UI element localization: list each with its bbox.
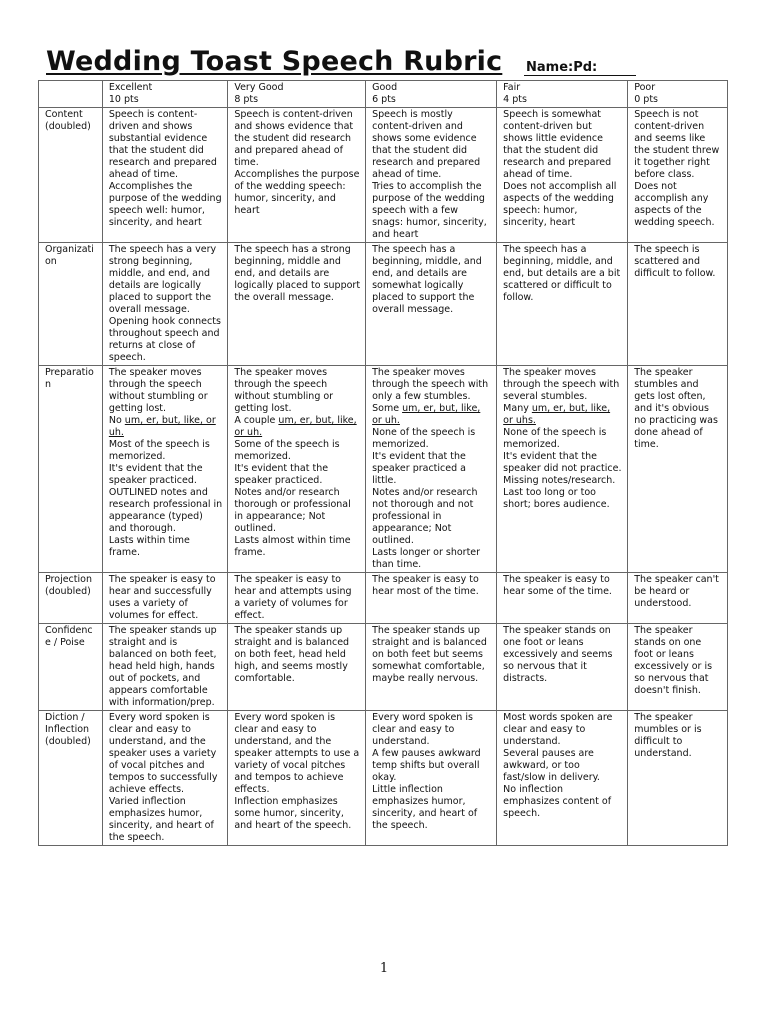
underlined-text: um, er, but, like, or uhs.	[503, 403, 611, 426]
rubric-cell-poor	[628, 573, 728, 624]
descriptor-text: Notes and/or research not thorough and not professional in appearance; Not outlined.	[372, 487, 478, 546]
descriptor-text: It's evident that the speaker did not practice.	[503, 451, 622, 474]
rubric-cell-fair	[497, 108, 628, 243]
rubric-cell-very-good	[228, 624, 366, 711]
descriptor-text: The speaker stands up straight and is balanced on both feet, head held high, hands out of pockets, and appears comfortable with information/prep.	[108, 625, 217, 708]
descriptor-text: Every word spoken is clear and easy to understand, and the speaker attempts to use a variety of vocal pitches and tempos to achieve effects.	[234, 712, 360, 795]
descriptor-text: The speaker is easy to hear and successfully uses a variety of volumes for effect.	[108, 574, 216, 621]
descriptor-text: The speaker is easy to hear and attempts using a variety of volumes for effect.	[234, 574, 352, 621]
descriptor-text: The speaker moves through the speech with only a few stumbles.	[372, 367, 489, 402]
criterion-label: Projection	[45, 574, 92, 585]
descriptor-text: Inflection emphasizes some humor, sincerity, and heart of the speech.	[234, 796, 352, 831]
criterion-cell	[39, 243, 103, 366]
rubric-cell-very-good	[228, 243, 366, 366]
descriptor-text: The speaker moves through the speech without stumbling or getting lost.	[234, 367, 334, 414]
descriptor-text: No um, er, but, like, or uh.	[108, 415, 216, 438]
descriptor-text: The speaker is easy to hear some of the time.	[503, 574, 612, 597]
descriptor-text: A couple um, er, but, like, or uh.	[234, 415, 357, 438]
rubric-cell-poor	[628, 624, 728, 711]
document-header	[46, 46, 634, 76]
descriptor-text: Most words spoken are clear and easy to understand.	[503, 712, 613, 747]
criterion-label: Preparatio	[45, 367, 94, 378]
descriptor-text: None of the speech is memorized.	[372, 427, 476, 450]
criterion-cell	[39, 711, 103, 846]
header-cell-good	[366, 81, 497, 108]
criterion-label: Inflection	[45, 724, 90, 735]
descriptor-text: The speaker can't be heard or understood.	[634, 574, 719, 609]
rubric-row	[39, 624, 728, 711]
level-points: 4 pts	[503, 94, 527, 105]
rubric-cell-good	[366, 108, 497, 243]
descriptor-text: The speaker stands on one foot or leans excessively or is so nervous that doesn't finish.	[634, 625, 713, 696]
rubric-cell-good	[366, 711, 497, 846]
rubric-cell-good	[366, 243, 497, 366]
level-label: Fair	[503, 82, 521, 93]
rubric-cell-excellent	[102, 243, 227, 366]
criterion-label: Content	[45, 109, 83, 120]
rubric-cell-fair	[497, 366, 628, 573]
rubric-cell-fair	[497, 711, 628, 846]
descriptor-text: Accomplishes the purpose of the wedding speech well: humor, sincerity, and heart	[108, 181, 222, 228]
level-label: Excellent	[108, 82, 153, 93]
rubric-cell-excellent	[102, 573, 227, 624]
descriptor-text: None of the speech is memorized.	[503, 427, 607, 450]
descriptor-text: The speech has a very strong beginning, middle, and end, and details are logically placed to support the overall message. Opening hook connects throughout speech and returns at close of speech.	[108, 244, 221, 363]
rubric-cell-poor	[628, 366, 728, 573]
descriptor-text: The speech has a strong beginning, middle and end, and details are logically placed to support the overall message.	[234, 244, 361, 303]
level-points: 10 pts	[108, 94, 139, 105]
underlined-text: um, er, but, like, or uh.	[372, 403, 481, 426]
rubric-cell-poor	[628, 108, 728, 243]
descriptor-text: The speaker moves through the speech without stumbling or getting lost.	[108, 367, 208, 414]
rubric-row	[39, 366, 728, 573]
rubric-cell-excellent	[102, 624, 227, 711]
descriptor-text: The speaker stands up straight and is balanced on both feet, head held high, and seems mostly comfortable.	[234, 625, 350, 684]
criterion-label: (doubled)	[45, 586, 91, 597]
descriptor-text: The speaker is easy to hear most of the time.	[372, 574, 479, 597]
descriptor-text: Most of the speech is memorized.	[108, 439, 210, 462]
descriptor-text: No inflection emphasizes content of speech.	[503, 784, 612, 819]
descriptor-text: The speaker stands on one foot or leans excessively and seems so nervous that it distracts.	[503, 625, 613, 684]
rubric-cell-poor	[628, 243, 728, 366]
descriptor-text: Speech is content-driven and shows evidence that the student did research and prepared ahead of time.	[234, 109, 354, 168]
descriptor-text: It's evident that the speaker practiced.	[108, 463, 203, 486]
level-points: 0 pts	[634, 94, 659, 105]
header-cell-poor	[628, 81, 728, 108]
descriptor-text: Tries to accomplish the purpose of the wedding speech with a few snags: humor, sincerity, and heart	[372, 181, 487, 240]
rubric-cell-poor	[628, 711, 728, 846]
descriptor-text: OUTLINED notes and research professional in appearance (typed) and thorough.	[108, 487, 223, 534]
descriptor-text: Accomplishes the purpose of the wedding speech: humor, sincerity, and heart	[234, 169, 360, 216]
descriptor-text: Speech is somewhat content-driven but shows little evidence that the student did research and prepared ahead of time.	[503, 109, 612, 180]
level-points: 8 pts	[234, 94, 259, 105]
rubric-cell-very-good	[228, 108, 366, 243]
criterion-label: n	[45, 379, 52, 390]
descriptor-text: Every word spoken is clear and easy to understand.	[372, 712, 473, 747]
descriptor-text: Last too long or too short; bores audience.	[503, 487, 610, 510]
descriptor-text: The speaker mumbles or is difficult to understand.	[634, 712, 702, 759]
rubric-cell-good	[366, 366, 497, 573]
level-points: 6 pts	[372, 94, 396, 105]
descriptor-text: The speaker moves through the speech with several stumbles.	[503, 367, 620, 402]
descriptor-text: Every word spoken is clear and easy to understand, and the speaker uses a variety of vocal pitches and tempos to successfully achieve effects.	[108, 712, 218, 795]
descriptor-text: The speech is scattered and difficult to follow.	[634, 244, 716, 279]
level-label: Good	[372, 82, 398, 93]
descriptor-text: It's evident that the speaker practiced a little.	[372, 451, 466, 486]
descriptor-text: The speech has a beginning, middle, and end, and details are somewhat logically placed to support the overall message.	[372, 244, 482, 315]
descriptor-text: Varied inflection emphasizes humor, sincerity, and heart of the speech.	[108, 796, 214, 843]
descriptor-text: Some of the speech is memorized.	[234, 439, 340, 462]
page-number: 1	[379, 961, 389, 976]
descriptor-text: Some um, er, but, like, or uh.	[372, 403, 481, 426]
rubric-row	[39, 243, 728, 366]
header-cell-empty	[39, 81, 103, 108]
criterion-label: e / Poise	[45, 637, 85, 648]
rubric-cell-very-good	[228, 711, 366, 846]
criterion-label: on	[45, 256, 57, 267]
criterion-label: Confidenc	[45, 625, 93, 636]
name-period-field[interactable]: Name:Pd:	[524, 60, 636, 76]
rubric-cell-very-good	[228, 573, 366, 624]
rubric-header-row	[39, 81, 728, 108]
descriptor-text: Lasts almost within time frame.	[234, 535, 351, 558]
rubric-cell-fair	[497, 573, 628, 624]
descriptor-text: A few pauses awkward temp shifts but overall okay.	[372, 748, 481, 783]
descriptor-text: It's evident that the speaker practiced.	[234, 463, 329, 486]
rubric-body	[39, 108, 728, 846]
descriptor-text: Lasts within time frame.	[108, 535, 190, 558]
rubric-cell-fair	[497, 624, 628, 711]
criterion-label: (doubled)	[45, 121, 91, 132]
rubric-cell-fair	[497, 243, 628, 366]
descriptor-text: Speech is not content-driven and seems like the student threw it together right before class.	[634, 109, 720, 180]
rubric-cell-good	[366, 624, 497, 711]
criterion-label: (doubled)	[45, 736, 91, 747]
descriptor-text: Lasts longer or shorter than time.	[372, 547, 481, 570]
criterion-label: Organizati	[45, 244, 94, 255]
rubric-cell-very-good	[228, 366, 366, 573]
rubric-table	[38, 80, 728, 846]
rubric-cell-excellent	[102, 108, 227, 243]
rubric-cell-excellent	[102, 711, 227, 846]
descriptor-text: Many um, er, but, like, or uhs.	[503, 403, 611, 426]
rubric-row	[39, 108, 728, 243]
underlined-text: um, er, but, like, or uh.	[234, 415, 357, 438]
descriptor-text: Speech is mostly content-driven and shows some evidence that the student did research and prepared ahead of time.	[372, 109, 481, 180]
criterion-cell	[39, 624, 103, 711]
level-label: Poor	[634, 82, 656, 93]
descriptor-text: The speaker stumbles and gets lost often, and it's obvious no practicing was done ahead of time.	[634, 367, 718, 450]
rubric-row	[39, 573, 728, 624]
header-cell-very-good	[228, 81, 366, 108]
descriptor-text: Notes and/or research thorough or professional in appearance; Not outlined.	[234, 487, 351, 534]
rubric-row	[39, 711, 728, 846]
descriptor-text: The speaker stands up straight and is balanced on both feet but seems somewhat comfortable, maybe really nervous.	[372, 625, 487, 684]
descriptor-text: The speech has a beginning, middle, and end, but details are a bit scattered or difficult to follow.	[503, 244, 621, 303]
underlined-text: um, er, but, like, or uh.	[108, 415, 216, 438]
criterion-cell	[39, 366, 103, 573]
descriptor-text: Little inflection emphasizes humor, sincerity, and heart of the speech.	[372, 784, 478, 831]
descriptor-text: Several pauses are awkward, or too fast/slow in delivery.	[503, 748, 600, 783]
criterion-cell	[39, 108, 103, 243]
header-cell-excellent	[102, 81, 227, 108]
rubric-cell-excellent	[102, 366, 227, 573]
descriptor-text: Missing notes/research.	[503, 475, 616, 486]
rubric-cell-good	[366, 573, 497, 624]
level-label: Very Good	[234, 82, 284, 93]
descriptor-text: Speech is content-driven and shows substantial evidence that the student did research and prepared ahead of time.	[108, 109, 217, 180]
header-cell-fair	[497, 81, 628, 108]
criterion-label: Diction /	[45, 712, 85, 723]
descriptor-text: Does not accomplish all aspects of the wedding speech: humor, sincerity, heart	[503, 181, 617, 228]
criterion-cell	[39, 573, 103, 624]
descriptor-text: Does not accomplish any aspects of the wedding speech.	[634, 181, 715, 228]
page-title: Wedding Toast Speech Rubric	[46, 46, 503, 77]
